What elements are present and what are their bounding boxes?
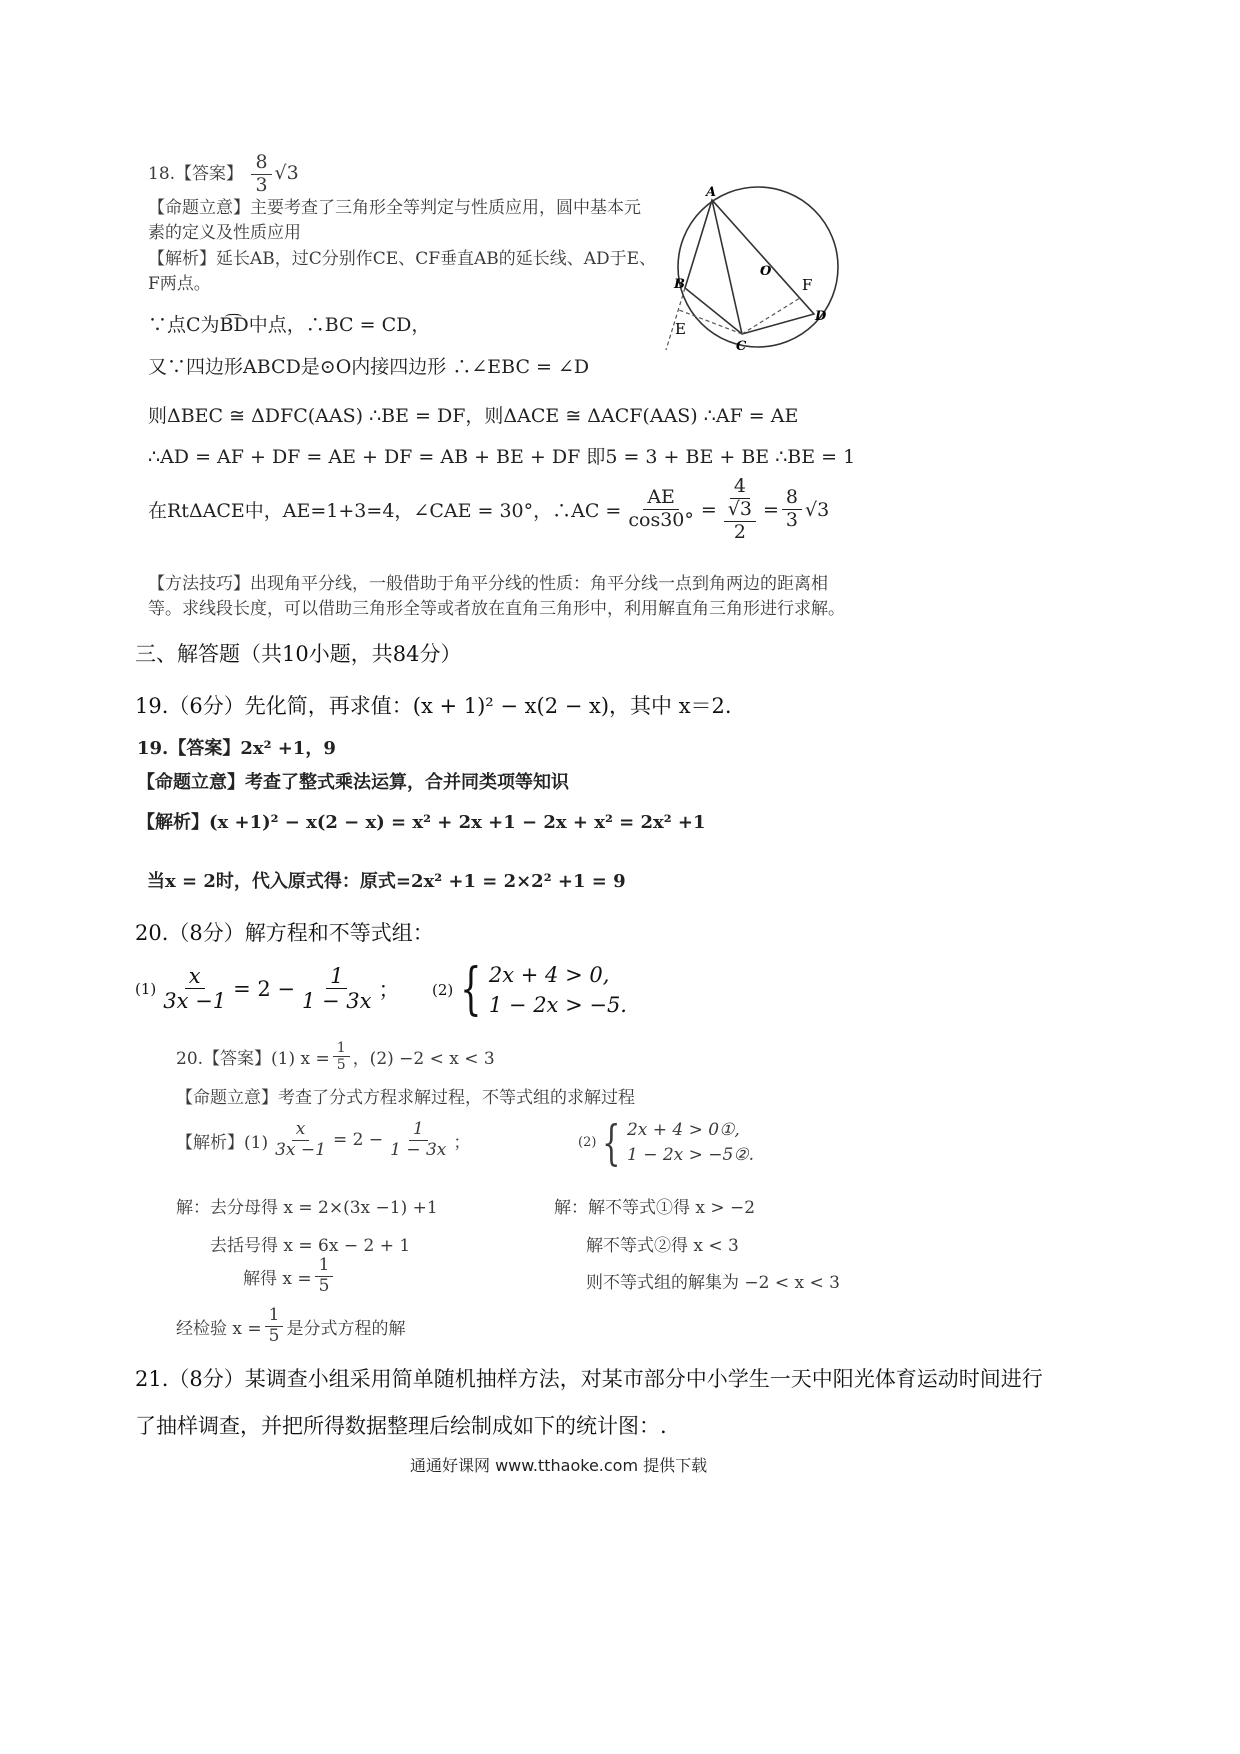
q18-midpoint-line: ∵点C为B͡D中点，∴BC = CD，	[148, 314, 431, 336]
q19-substitute: 当x = 2时，代入原式得：原式=2x² +1 = 2×2² +1 = 9	[147, 871, 626, 892]
q20-p1-numerator: x	[185, 964, 205, 989]
q20-part2-system	[489, 960, 627, 1021]
q20-check-suffix: 是分式方程的解	[286, 1318, 406, 1339]
label-o: O	[760, 264, 772, 279]
q18-method-line1: 【方法技巧】出现角平分线，一般借助于角平分线的性质：角平分线一点到角两边的距离相	[148, 574, 828, 594]
q18-congruence-line: 则ΔBEC ≅ ΔDFC(AAS) ∴BE = DF，则ΔACE ≅ ΔACF(AAS) ∴AF = AE	[148, 405, 799, 427]
q20-an-numerator: x	[292, 1120, 310, 1141]
q20-inequality-step2: 解不等式②得 x < 3	[586, 1236, 739, 1256]
q18-analysis-line1: 【解析】延长AB，过C分别作CE、CF垂直AB的延长线、AD于E、	[148, 249, 657, 269]
q20-inequality-step1: 解：解不等式①得 x > −2	[554, 1198, 756, 1218]
q18-rt-f2-denominator	[720, 499, 760, 544]
label-e: E	[675, 320, 686, 338]
q20-intent: 【命题立意】考查了分式方程求解过程，不等式组的求解过程	[176, 1088, 635, 1108]
q20-answer-numerator: 1	[333, 1040, 350, 1057]
q18-answer-label: 18.【答案】	[148, 163, 244, 184]
q20-an2-line1: 2x + 4 > 0①,	[626, 1120, 740, 1140]
q18-quadrilateral-line: 又∵四边形ABCD是⊙O内接四边形 ∴∠EBC = ∠D	[148, 356, 590, 378]
q20-an2-line2: 1 − 2x > −5②.	[626, 1144, 754, 1165]
q18-rt-fraction-2	[720, 476, 760, 544]
q20-analysis-fraction-2	[386, 1120, 450, 1160]
q19-question: 19.（6分）先化简，再求值：(x + 1)² − x(2 − x)，其中 x＝2.	[135, 694, 732, 718]
q20-an2-label: (2)	[578, 1135, 597, 1151]
q18-rt-f1-numerator: AE	[643, 487, 679, 510]
q18-rt-f2-inner-numerator: √3	[724, 499, 756, 522]
q18-analysis-line2: F两点。	[148, 274, 211, 294]
q20-part2-brace: {	[460, 957, 482, 1023]
q18-rt-equals-2: =	[763, 498, 779, 521]
q18-rt-equals-1: =	[700, 498, 717, 521]
q18-circle-figure	[660, 180, 850, 360]
q20-an-numerator-2: 1	[409, 1120, 428, 1141]
label-c: C	[736, 339, 747, 354]
q20-p1-numerator-2: 1	[326, 964, 347, 989]
q20-part2	[432, 957, 627, 1023]
q18-answer	[148, 152, 299, 197]
q18-rt-result-denominator: 3	[785, 509, 799, 532]
q20-check	[176, 1306, 405, 1346]
label-b: B	[674, 277, 685, 292]
q20-part1-fraction-2	[298, 964, 376, 1013]
q20-answer-suffix: ，(2) −2 < x < 3	[352, 1049, 495, 1070]
q20-an-denominator: 3x −1	[275, 1139, 326, 1160]
q18-rt-result-root: √3	[805, 498, 830, 521]
q20-part1-fraction-1	[159, 964, 230, 1013]
q20-analysis-prefix: 【解析】(1)	[176, 1132, 269, 1153]
label-d: D	[815, 309, 827, 324]
q20-solution-step2: 去括号得 x = 6x − 2 + 1	[210, 1236, 411, 1256]
q18-rt-result-numerator: 8	[782, 487, 802, 510]
q20-p1-middle: = 2 −	[233, 976, 295, 1001]
q20-answer-denominator: 5	[336, 1057, 346, 1074]
q18-rt-result-fraction	[782, 487, 802, 532]
section-3-heading: 三、解答题（共10小题，共84分）	[135, 642, 462, 666]
q20-an2-system	[627, 1118, 754, 1167]
q20-answer-fraction	[333, 1040, 350, 1073]
q20-answer	[176, 1040, 495, 1073]
label-a: A	[706, 185, 717, 200]
q18-method-line2: 等。求线段长度，可以借助三角形全等或者放在直角三角形中，利用解直角三角形进行求解。	[148, 599, 845, 619]
q20-p2-line1: 2x + 4 > 0,	[488, 963, 610, 987]
q18-rt-f2-inner-denominator: 2	[733, 520, 746, 543]
q18-rt-fraction-1	[624, 487, 698, 532]
q19-intent: 【命题立意】考查了整式乘法运算，合并同类项等知识	[137, 772, 569, 793]
q20-analysis-part2	[578, 1114, 754, 1171]
q18-sum-line: ∴AD = AF + DF = AE + DF = AB + BE + DF 即5 = 3 + BE + BE ∴BE = 1	[148, 446, 856, 468]
q18-right-triangle-line	[148, 476, 829, 544]
q20-an2-brace: {	[602, 1114, 621, 1171]
q20-sol3-prefix: 解得 x =	[243, 1268, 312, 1289]
q20-analysis-fraction-1	[271, 1120, 330, 1160]
q19-answer: 19.【答案】2x² +1，9	[137, 738, 336, 759]
q20-an-middle: = 2 −	[332, 1130, 384, 1151]
q20-an-denominator-2: 1 − 3x	[390, 1139, 447, 1160]
q20-check-fraction	[265, 1306, 284, 1346]
q20-an-end: ；	[453, 1132, 471, 1153]
q20-analysis-part1	[176, 1120, 470, 1160]
q20-p1-end: ；	[378, 977, 400, 1002]
circumcircle	[678, 187, 838, 347]
q18-rt-f1-denominator: cos30°	[628, 509, 694, 532]
quadrilateral-abcd	[685, 200, 814, 334]
q20-check-denominator: 5	[268, 1325, 280, 1346]
q21-line2: 了抽样调查，并把所得数据整理后绘制成如下的统计图：.	[135, 1414, 667, 1438]
q20-p1-denominator: 3x −1	[163, 989, 227, 1014]
q20-inequality-step3: 则不等式组的解集为 −2 < x < 3	[586, 1273, 840, 1293]
q20-part1	[135, 964, 400, 1013]
q20-solution-step1: 解：去分母得 x = 2×(3x −1) +1	[176, 1198, 438, 1218]
q20-check-prefix: 经检验 x =	[176, 1318, 262, 1339]
q18-answer-root: √3	[274, 161, 299, 184]
q21-line1: 21.（8分）某调查小组采用简单随机抽样方法，对某市部分中小学生一天中阳光体育运动时间进行	[135, 1367, 1043, 1391]
perpendicular-cf	[742, 298, 800, 334]
q20-sol3-fraction	[315, 1256, 334, 1296]
q20-answer-prefix: 20.【答案】(1) x =	[176, 1049, 330, 1070]
q20-sol3-denominator: 5	[318, 1275, 330, 1296]
q18-intent-line2: 素的定义及性质应用	[148, 223, 301, 243]
q18-rt-f2-numerator: 4	[730, 476, 750, 499]
q20-check-numerator: 1	[265, 1306, 284, 1327]
q20-part1-label: (1)	[135, 979, 157, 998]
label-f: F	[802, 276, 813, 294]
q20-p1-denominator-2: 1 − 3x	[302, 989, 372, 1014]
q20-solution-step3	[243, 1256, 336, 1296]
q20-part2-label: (2)	[432, 981, 454, 1000]
q18-answer-numerator: 8	[251, 152, 271, 175]
q19-analysis: 【解析】(x +1)² − x(2 − x) = x² + 2x +1 − 2x + x² = 2x² +1	[137, 812, 706, 833]
q20-question: 20.（8分）解方程和不等式组：	[135, 921, 434, 945]
q18-rt-prefix: 在RtΔACE中，AE=1+3=4，∠CAE = 30°，∴AC =	[148, 500, 622, 523]
q18-answer-denominator: 3	[255, 173, 268, 196]
q18-intent-line1: 【命题立意】主要考查了三角形全等判定与性质应用，圆中基本元	[148, 198, 641, 218]
page-footer: 通通好课网 www.tthaoke.com 提供下载	[410, 1456, 708, 1475]
q18-answer-fraction	[251, 152, 271, 197]
extension-ab	[666, 288, 685, 350]
q20-p2-line2: 1 − 2x > −5.	[488, 993, 627, 1018]
q20-sol3-numerator: 1	[315, 1256, 334, 1277]
